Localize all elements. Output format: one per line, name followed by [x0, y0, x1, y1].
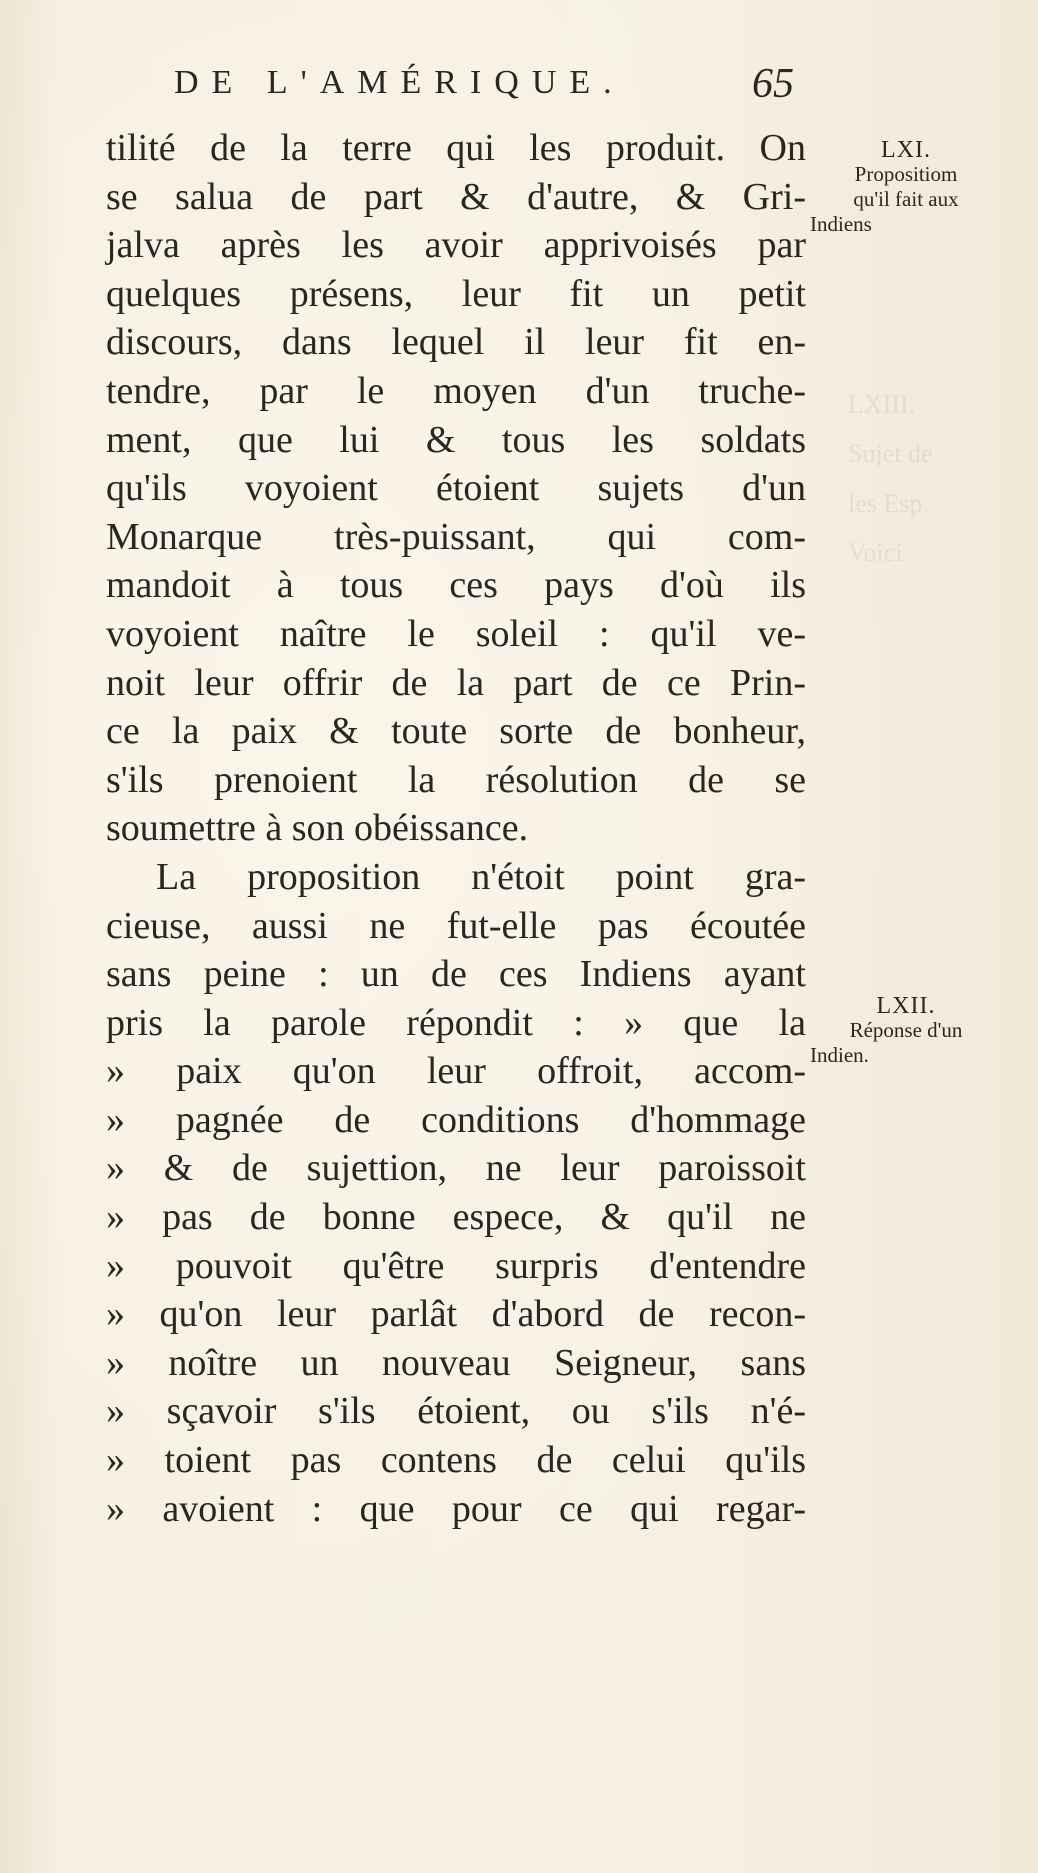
margin-note-lxii: [806, 994, 1006, 1068]
text-line: cieuse, aussi ne fut-elle pas écoutée: [106, 904, 806, 947]
show-through-text: LXIII. Sujet de les Esp Voici: [848, 390, 933, 568]
text-line: » sçavoir s'ils étoient, ou s'ils n'é-: [106, 1390, 806, 1433]
text-line: voyoient naître le soleil : qu'il ve-: [106, 612, 806, 655]
text-line: tendre, par le moyen d'un truche-: [106, 369, 806, 412]
text-line: s'ils prenoient la résolution de se: [106, 758, 806, 801]
margin-note-line: Indiens: [810, 212, 872, 236]
text-line: » noître un nouveau Seigneur, sans: [106, 1341, 806, 1384]
text-line: ment, que lui & tous les soldats: [106, 418, 806, 461]
text-line: » toient pas contens de celui qu'ils: [106, 1439, 806, 1482]
text-line: noit leur offrir de la part de ce Prin-: [106, 661, 806, 704]
paragraph-start-line: La proposition n'étoit point gra-: [156, 855, 806, 898]
text-line: quelques présens, leur fit un petit: [106, 272, 806, 315]
text-line: » & de sujettion, ne leur paroissoit: [106, 1147, 806, 1190]
text-line: » pouvoit qu'être surpris d'entendre: [106, 1244, 806, 1287]
margin-note-line: qu'il fait aux: [853, 187, 959, 211]
text-line: » pagnée de conditions d'hommage: [106, 1098, 806, 1141]
text-line: discours, dans lequel il leur fit en-: [106, 321, 806, 364]
text-line: qu'ils voyoient étoient sujets d'un: [106, 467, 806, 510]
text-line: se salua de part & d'autre, & Gri-: [106, 175, 806, 218]
text-line: sans peine : un de ces Indiens ayant: [106, 953, 806, 996]
text-line: tilité de la terre qui les produit. On: [106, 127, 806, 169]
text-line: » paix qu'on leur offroit, accom-: [106, 1050, 806, 1093]
paragraph-end-line: soumettre à son obéissance.: [106, 807, 529, 850]
margin-note-number: LXII.: [876, 993, 936, 1019]
text-line: Monarque très-puissant, qui com-: [106, 515, 806, 558]
margin-note-line: Propositiom: [854, 162, 958, 186]
text-line: ce la paix & toute sorte de bonheur,: [106, 710, 806, 753]
text-line: pris la parole répondit : » que la: [106, 1001, 806, 1044]
margin-note-line: Indien.: [810, 1043, 869, 1067]
page-number: 65: [752, 61, 794, 107]
text-line: » avoient : que pour ce qui regar-: [106, 1487, 806, 1530]
text-line: jalva après les avoir apprivoisés par: [106, 224, 806, 267]
text-line: » qu'on leur parlât d'abord de recon-: [106, 1293, 806, 1336]
running-title: DE L'AMÉRIQUE.: [174, 64, 625, 101]
margin-note-lxi: [806, 138, 1006, 237]
margin-note-number: LXI.: [881, 137, 931, 163]
body-text: [106, 124, 806, 1533]
running-header: [174, 60, 814, 120]
text-line: » pas de bonne espece, & qu'il ne: [106, 1196, 806, 1239]
text-line: mandoit à tous ces pays d'où ils: [106, 564, 806, 607]
margin-note-line: Réponse d'un: [849, 1018, 963, 1042]
